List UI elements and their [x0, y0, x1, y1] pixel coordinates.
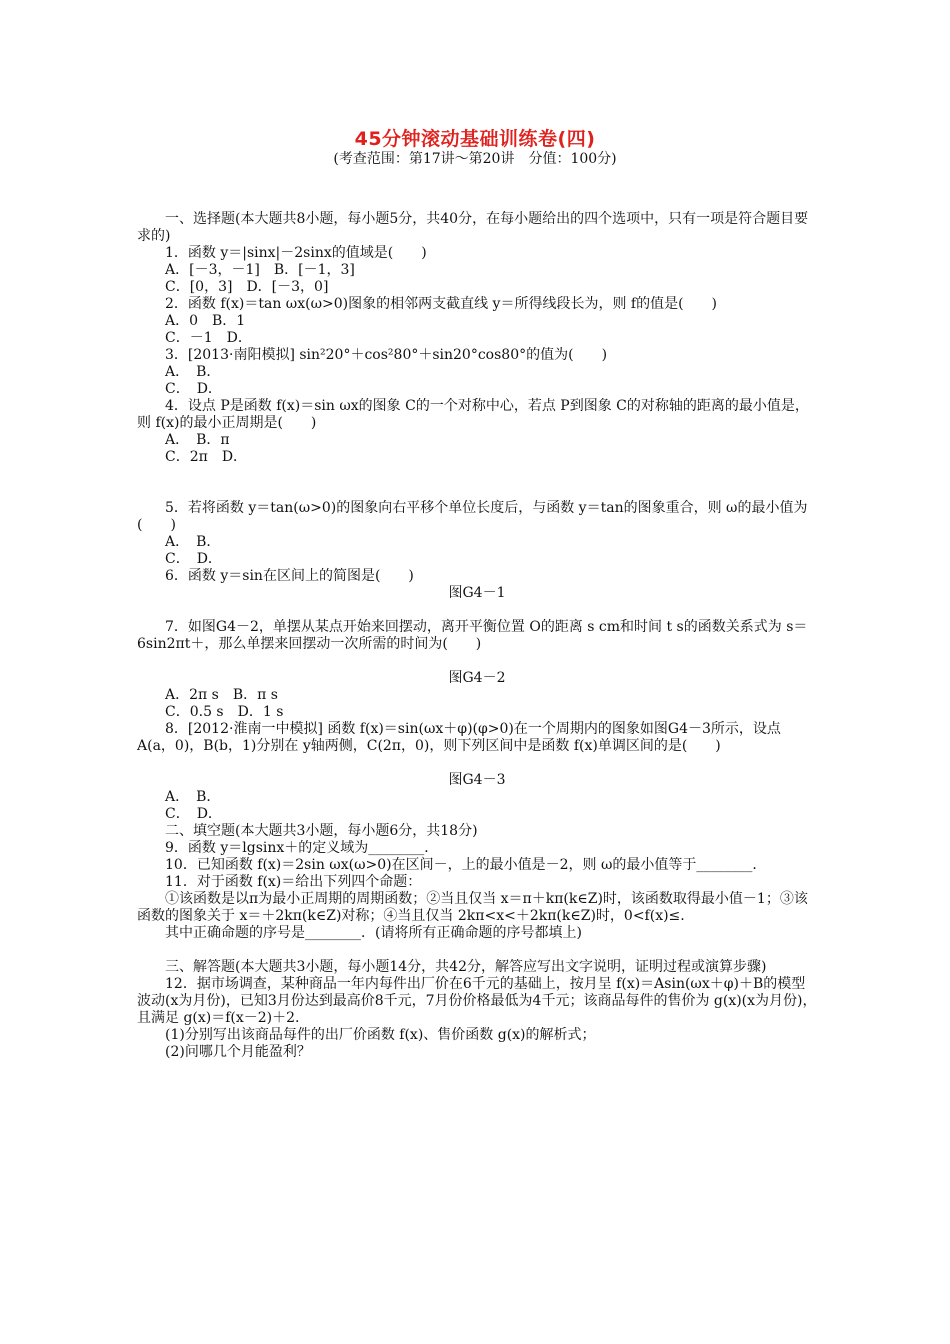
q10-stem: 10．已知函数 f(x)＝2sin ωx(ω>0)在区间－，上的最小值是－2，则 ω的最小值等于________．	[165, 857, 767, 873]
page-title: 45分钟滚动基础训练卷(四)	[354, 128, 596, 150]
q4-options-ab: A． B．π	[165, 432, 230, 448]
figure-caption-g4-3: 图G4－3	[448, 772, 506, 788]
q3-stem: 3．[2013·南阳模拟] sin²20°＋cos²80°＋sin20°cos80°的值为( )	[165, 347, 608, 363]
document-body	[137, 211, 817, 1061]
q4-options-cd: C．2π D．	[165, 449, 248, 465]
q5-stem: 5．若将函数 y＝tan(ω>0)的图象向右平移个单位长度后，与函数 y＝tan的图象重合，则 ω的最小值为( )	[137, 500, 808, 533]
q7-options-cd: C．0.5 s D．1 s	[165, 704, 284, 720]
q2-options-ab: A．0 B．1	[165, 313, 246, 329]
q7-options-ab: A．2π s B．π s	[165, 687, 278, 703]
q12-stem: 12．据市场调查，某种商品一年内每件出厂价在6千元的基础上，按月呈 f(x)＝Asin(ωx＋φ)＋B的模型波动(x为月份)，已知3月份达到最高价8千元，7月份价格最低为4千元；该商品每件的售价为 g(x)(x为月份)，且满足 g(x)＝f(x－2)＋2.	[137, 976, 817, 1026]
section1-heading: 一、选择题(本大题共8小题，每小题5分，共40分，在每小题给出的四个选项中，只有一项是符合题目要求的)	[137, 211, 809, 244]
q4-stem: 4．设点 P是函数 f(x)＝sin ωx的图象 C的一个对称中心，若点 P到图象 C的对称轴的距离的最小值是，则 f(x)的最小正周期是( )	[137, 398, 809, 431]
section2-heading: 二、填空题(本大题共3小题，每小题6分，共18分)	[165, 823, 478, 839]
q2-stem: 2．函数 f(x)＝tan ωx(ω>0)图象的相邻两支截直线 y＝所得线段长为，则 f的值是( )	[165, 296, 718, 312]
q1-stem: 1．函数 y＝|sinx|－2sinx的值域是( )	[165, 245, 427, 261]
section3-heading: 三、解答题(本大题共3小题，每小题14分，共42分，解答应写出文字说明，证明过程或演算步骤)	[165, 959, 767, 975]
q3-options-cd: C． D．	[165, 381, 222, 397]
q1-options-cd: C．[0，3] D．[－3，0]	[165, 279, 329, 295]
q5-options-cd: C． D．	[165, 551, 222, 567]
q11-items: ①该函数是以π为最小正周期的周期函数；②当且仅当 x＝π＋kπ(k∈Z)时，该函数取得最小值－1；③该函数的图象关于 x＝＋2kπ(k∈Z)对称；④当且仅当 2kπ<x<＋2kπ(k∈Z)时，0<f(x)≤.	[137, 891, 808, 924]
q3-options-ab: A． B．	[165, 364, 221, 380]
figure-caption-g4-1: 图G4－1	[448, 585, 506, 601]
q8-stem: 8．[2012·淮南一中模拟] 函数 f(x)＝sin(ωx＋φ)(φ>0)在一个周期内的图象如图G4－3所示，设点 A(a，0)，B(b，1)分别在 y轴两侧，C(2π，0)，则下列区间中是函数 f(x)单调区间的是( )	[137, 721, 781, 754]
q7-stem: 7．如图G4－2，单摆从某点开始来回摆动，离开平衡位置 O的距离 s cm和时间 t s的函数关系式为 s＝6sin2πt＋，那么单摆来回摆动一次所需的时间为( )	[137, 619, 808, 652]
q9-stem: 9．函数 y＝lgsinx＋的定义域为________．	[165, 840, 439, 856]
figure-caption-g4-2: 图G4－2	[448, 670, 506, 686]
q8-options-ab: A． B．	[165, 789, 221, 805]
q11-stem: 11．对于函数 f(x)＝给出下列四个命题：	[165, 874, 422, 890]
page-subtitle: (考查范围：第17讲～第20讲 分值：100分)	[333, 151, 617, 167]
q1-options-ab: A．[－3，－1] B．[－1，3]	[165, 262, 355, 278]
q12-part2: (2)问哪几个月能盈利？	[165, 1044, 311, 1060]
q6-stem: 6．函数 y＝sin在区间上的简图是( )	[165, 568, 414, 584]
q5-options-ab: A． B．	[165, 534, 221, 550]
q2-options-cd: C．－1 D．	[165, 330, 252, 346]
q11-ask: 其中正确命题的序号是________．(请将所有正确命题的序号都填上)	[165, 925, 582, 941]
q8-options-cd: C． D．	[165, 806, 222, 822]
q12-part1: (1)分别写出该商品每件的出厂价函数 f(x)、售价函数 g(x)的解析式；	[165, 1027, 596, 1043]
